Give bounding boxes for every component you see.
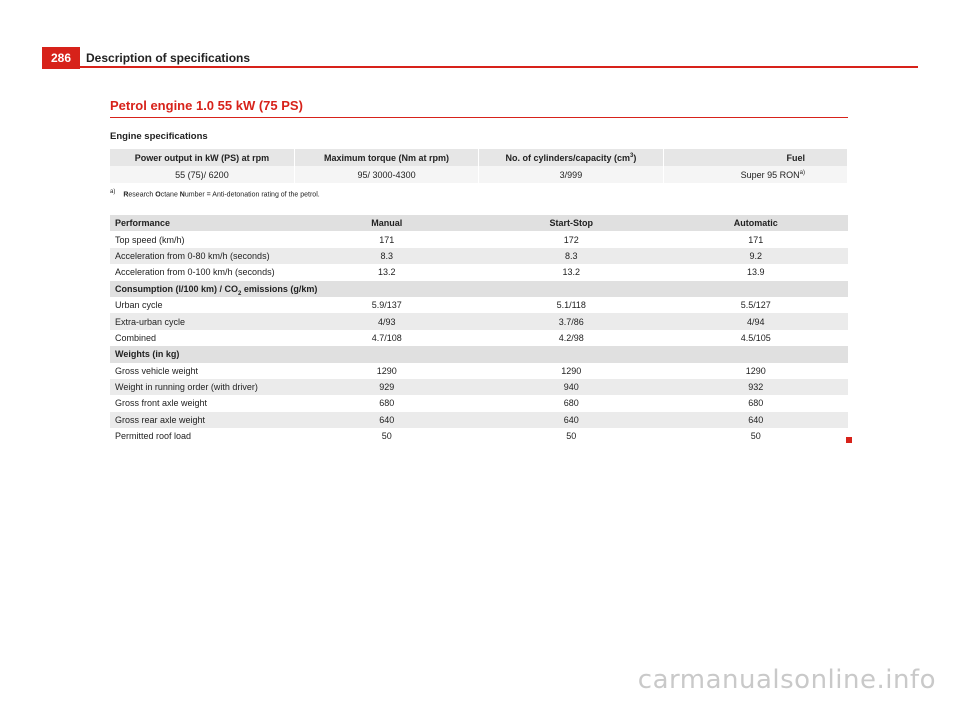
table-cell: 13.2 bbox=[479, 264, 664, 280]
table-cell: 929 bbox=[295, 379, 480, 395]
row-label: Acceleration from 0-80 km/h (seconds) bbox=[110, 248, 295, 264]
table-row bbox=[110, 428, 848, 444]
table-row bbox=[110, 248, 848, 264]
table-cell: 4.2/98 bbox=[479, 330, 664, 346]
table-cell: 5.1/118 bbox=[479, 297, 664, 313]
table-cell: 8.3 bbox=[295, 248, 480, 264]
column-header bbox=[479, 149, 663, 166]
section-label-text: Consumption (l/100 km) / CO bbox=[115, 283, 239, 294]
engine-specs-heading: Engine specifications bbox=[110, 131, 208, 142]
footnote-text: umber = Anti-detonation rating of the petrol. bbox=[184, 191, 320, 199]
section-label-text: emissions (g/km) bbox=[241, 283, 318, 294]
row-label: Gross rear axle weight bbox=[110, 412, 295, 428]
column-header: Automatic bbox=[664, 215, 849, 231]
table-cell bbox=[663, 166, 847, 183]
table-cell: 932 bbox=[664, 379, 849, 395]
column-header-suffix: ) bbox=[633, 152, 637, 163]
footnote-initial: N bbox=[179, 191, 185, 199]
superscript: 3 bbox=[630, 152, 634, 159]
row-label: Gross front axle weight bbox=[110, 395, 295, 411]
table-row bbox=[110, 166, 848, 183]
row-label: Gross vehicle weight bbox=[110, 363, 295, 379]
table-cell: 3/999 bbox=[479, 166, 663, 183]
table-cell: 680 bbox=[664, 395, 849, 411]
row-label: Extra-urban cycle bbox=[110, 313, 295, 329]
table-cell: 5.5/127 bbox=[664, 297, 849, 313]
performance-table bbox=[110, 215, 848, 444]
watermark: carmanualsonline.info bbox=[637, 665, 936, 695]
table-cell: 4.5/105 bbox=[664, 330, 849, 346]
row-label: Acceleration from 0-100 km/h (seconds) bbox=[110, 264, 295, 280]
footnote-initial: R bbox=[123, 191, 129, 199]
row-label: Urban cycle bbox=[110, 297, 295, 313]
table-row bbox=[110, 330, 848, 346]
table-section-header bbox=[110, 281, 848, 297]
page-number: 286 bbox=[42, 47, 80, 69]
section-divider bbox=[110, 117, 848, 118]
row-label: Permitted roof load bbox=[110, 428, 295, 444]
table-cell: 50 bbox=[664, 428, 849, 444]
footnote-initial: O bbox=[155, 191, 161, 199]
fuel-value: Super 95 RON bbox=[740, 169, 800, 180]
table-cell: 95/ 3000-4300 bbox=[294, 166, 478, 183]
section-label bbox=[110, 281, 848, 297]
column-header: Power output in kW (PS) at rpm bbox=[110, 149, 294, 166]
table-cell: 940 bbox=[479, 379, 664, 395]
section-title: Petrol engine 1.0 55 kW (75 PS) bbox=[110, 98, 303, 113]
table-cell: 640 bbox=[664, 412, 849, 428]
column-header: Manual bbox=[295, 215, 480, 231]
subscript: 2 bbox=[238, 290, 242, 297]
column-header: Performance bbox=[110, 215, 295, 231]
section-end-marker bbox=[846, 437, 852, 443]
table-cell: 680 bbox=[479, 395, 664, 411]
table-cell: 640 bbox=[295, 412, 480, 428]
column-header: Fuel bbox=[663, 149, 847, 166]
table-cell: 1290 bbox=[295, 363, 480, 379]
section-label: Weights (in kg) bbox=[110, 346, 848, 362]
table-cell: 4.7/108 bbox=[295, 330, 480, 346]
table-row bbox=[110, 264, 848, 280]
page-header-title: Description of specifications bbox=[86, 51, 251, 65]
table-cell: 13.2 bbox=[295, 264, 480, 280]
table-cell: 9.2 bbox=[664, 248, 849, 264]
column-header: Start-Stop bbox=[479, 215, 664, 231]
table-cell: 4/94 bbox=[664, 313, 849, 329]
table-cell: 8.3 bbox=[479, 248, 664, 264]
table-row bbox=[110, 412, 848, 428]
footnote-text: ctane bbox=[160, 191, 180, 199]
header-divider bbox=[42, 66, 918, 68]
table-cell: 680 bbox=[295, 395, 480, 411]
table-cell: 4/93 bbox=[295, 313, 480, 329]
row-label: Weight in running order (with driver) bbox=[110, 379, 295, 395]
table-row bbox=[110, 313, 848, 329]
footnote-ref: a) bbox=[799, 169, 805, 176]
table-cell: 171 bbox=[664, 231, 849, 247]
table-header-row bbox=[110, 215, 848, 231]
engine-specs-table bbox=[110, 149, 848, 183]
table-cell: 5.9/137 bbox=[295, 297, 480, 313]
row-label: Top speed (km/h) bbox=[110, 231, 295, 247]
column-header-text: No. of cylinders/capacity (cm bbox=[505, 152, 631, 163]
table-cell: 172 bbox=[479, 231, 664, 247]
table-cell: 13.9 bbox=[664, 264, 849, 280]
table-cell: 3.7/86 bbox=[479, 313, 664, 329]
column-header: Maximum torque (Nm at rpm) bbox=[294, 149, 478, 166]
table-row bbox=[110, 395, 848, 411]
table-row bbox=[110, 297, 848, 313]
table-cell: 640 bbox=[479, 412, 664, 428]
footnote-text: esearch bbox=[128, 191, 156, 199]
table-cell: 50 bbox=[479, 428, 664, 444]
table-cell: 171 bbox=[295, 231, 480, 247]
table-row bbox=[110, 231, 848, 247]
footnote-marker: a) bbox=[110, 189, 116, 195]
table-cell: 1290 bbox=[479, 363, 664, 379]
table-cell: 50 bbox=[295, 428, 480, 444]
table-row bbox=[110, 379, 848, 395]
table-header-row bbox=[110, 149, 848, 166]
row-label: Combined bbox=[110, 330, 295, 346]
table-section-header bbox=[110, 346, 848, 362]
footnote bbox=[110, 189, 320, 198]
table-row bbox=[110, 363, 848, 379]
table-cell: 1290 bbox=[664, 363, 849, 379]
table-cell: 55 (75)/ 6200 bbox=[110, 166, 294, 183]
